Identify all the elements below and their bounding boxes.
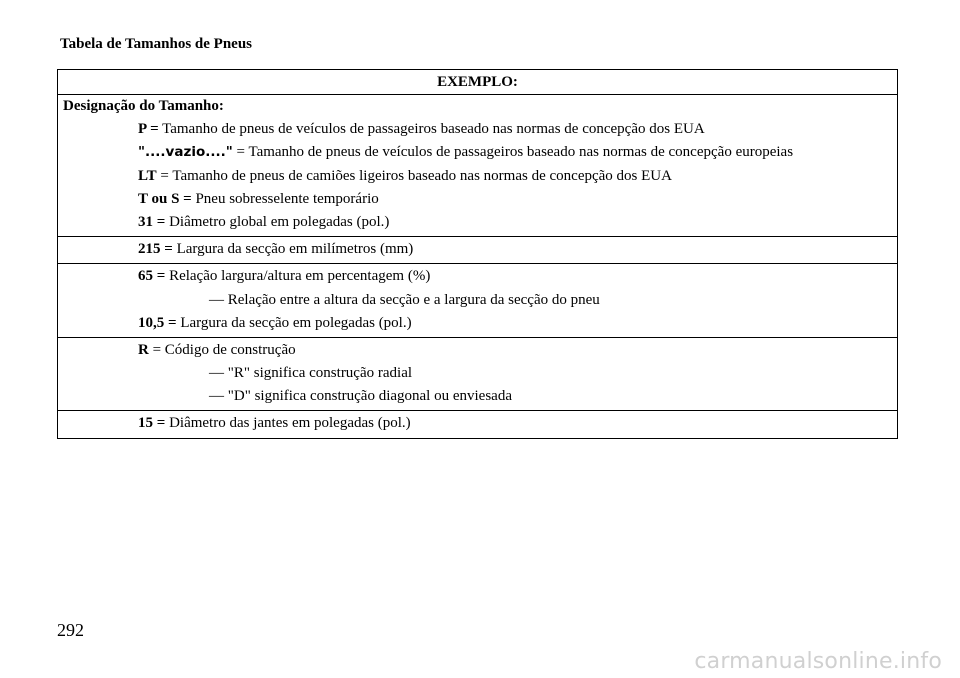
table-row (58, 339, 897, 362)
table-row (58, 412, 897, 435)
row-text: Diâmetro das jantes em polegadas (pol.) (165, 415, 411, 432)
row-text: — "R" significa construção radial (209, 365, 413, 382)
table-group-aspect-ratio (58, 264, 897, 338)
table-group-width-mm (58, 237, 897, 264)
table-row (58, 289, 897, 312)
page-number: 292 (57, 620, 84, 640)
table-row (58, 118, 897, 141)
row-code: "....vazio...." (138, 144, 233, 161)
row-code: P = (138, 121, 159, 138)
tire-size-table (57, 69, 898, 439)
row-text: — "D" significa construção diagonal ou enviesada (209, 388, 512, 405)
table-row (58, 188, 897, 211)
table-row (58, 385, 897, 408)
page-title: Tabela de Tamanhos de Pneus (60, 36, 253, 52)
row-text: = Código de construção (148, 341, 296, 358)
row-code: LT (138, 167, 157, 184)
row-code: 215 = (138, 241, 173, 258)
row-text: Relação largura/altura em percentagem (%) (165, 268, 431, 285)
row-text: = Tamanho de pneus de camiões ligeiros baseado nas normas de concepção dos EUA (156, 167, 672, 184)
table-row (58, 265, 897, 288)
table-row (58, 362, 897, 385)
designation-label: Designação do Tamanho: (63, 98, 224, 114)
row-code: R (138, 341, 149, 358)
table-group-tire-type (58, 95, 897, 237)
row-code: 65 = (138, 268, 166, 285)
row-code: 15 = (138, 415, 166, 432)
table-row (58, 312, 897, 335)
table-row (58, 211, 897, 234)
table-group-rim-diameter (58, 411, 897, 438)
row-text: Tamanho de pneus de veículos de passageiros baseado nas normas de concepção dos EUA (158, 121, 705, 138)
watermark[interactable]: carmanualsonline.info (694, 649, 942, 674)
row-text: = Tamanho de pneus de veículos de passageiros baseado nas normas de concepção europeias (232, 144, 794, 161)
table-row (58, 165, 897, 188)
row-text: Largura da secção em milímetros (mm) (172, 241, 414, 258)
row-code: T ou S = (138, 190, 192, 207)
row-text: — Relação entre a altura da secção e a largura da secção do pneu (209, 291, 600, 308)
row-code: 31 = (138, 213, 166, 230)
table-header: EXEMPLO: (58, 70, 897, 95)
row-text: Diâmetro global em polegadas (pol.) (165, 213, 390, 230)
table-group-construction (58, 338, 897, 412)
row-code: 10,5 = (138, 314, 177, 331)
table-row (58, 141, 897, 164)
row-text: Largura da secção em polegadas (pol.) (176, 314, 412, 331)
row-text: Pneu sobresselente temporário (191, 190, 379, 207)
table-row (58, 238, 897, 261)
